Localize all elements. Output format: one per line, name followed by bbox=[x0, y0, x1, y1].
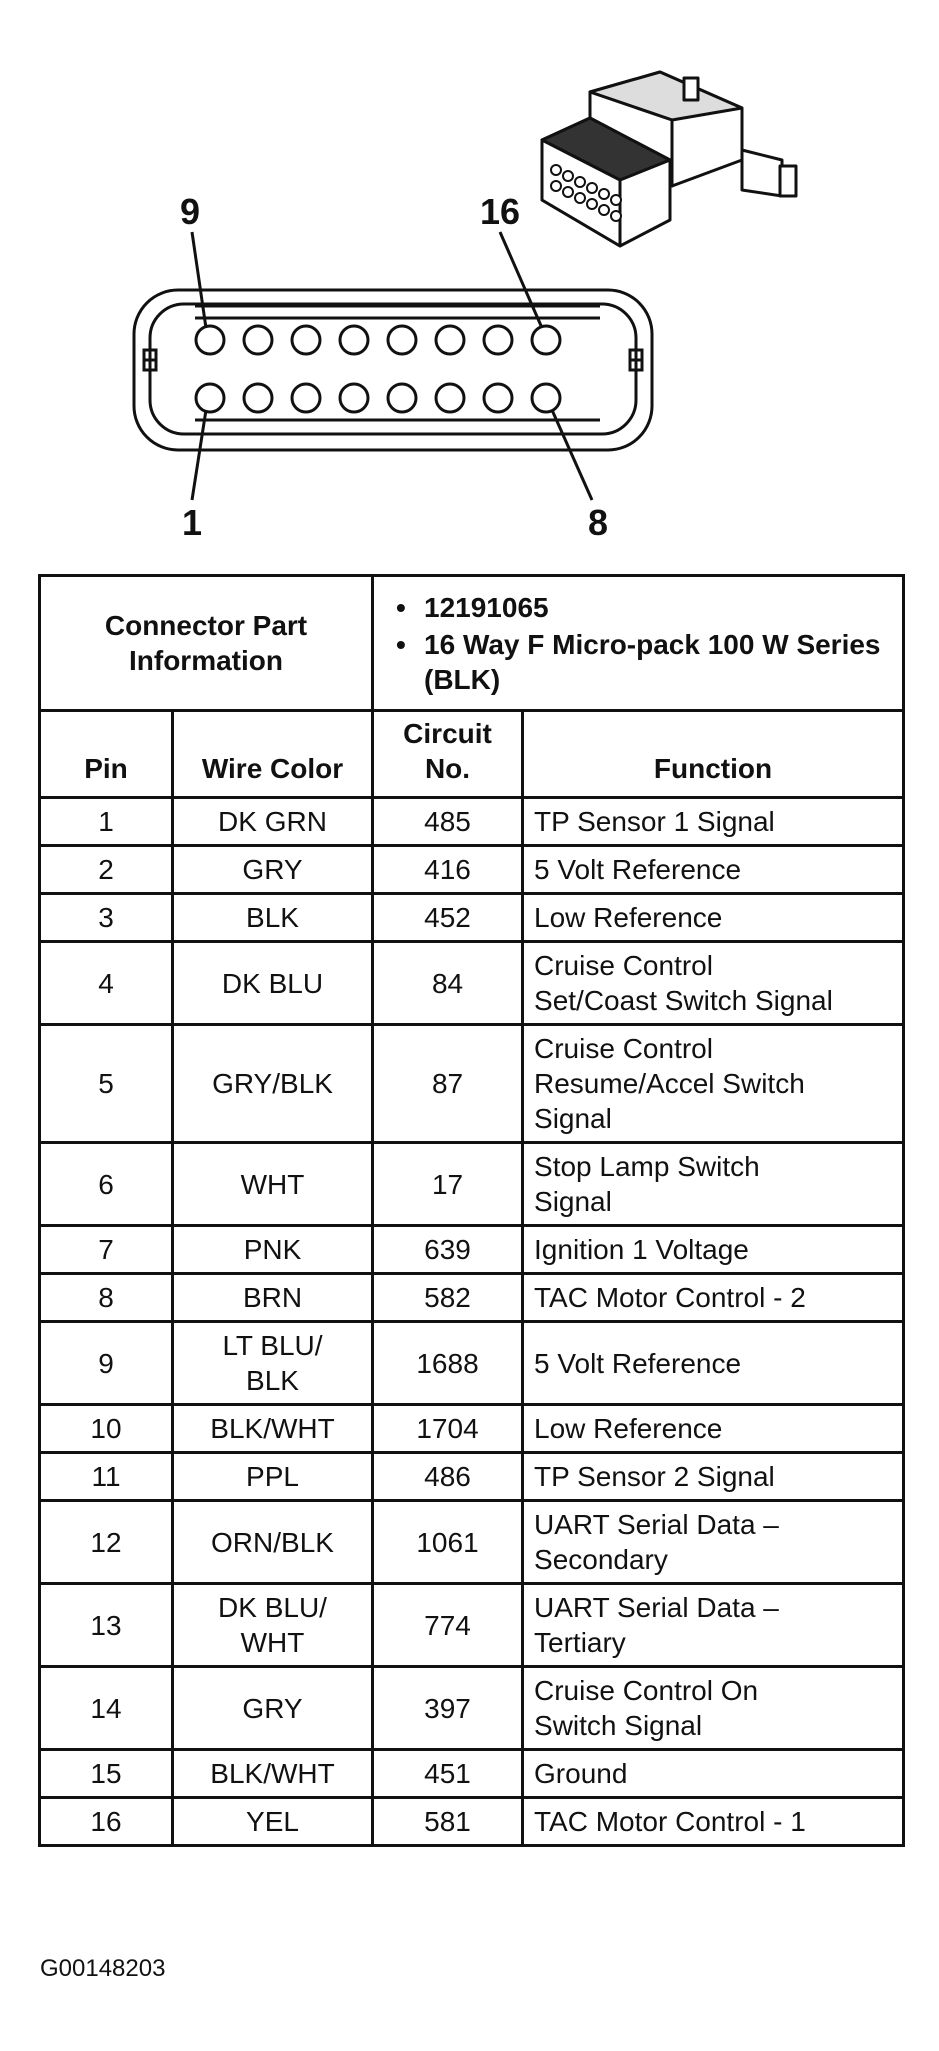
wire-color-cell: DK BLU bbox=[173, 942, 373, 1025]
pin-cell: 9 bbox=[40, 1322, 173, 1405]
wire-color-cell: DK GRN bbox=[173, 798, 373, 846]
wire-color-cell: PPL bbox=[173, 1453, 373, 1501]
connector-3d-illustration bbox=[542, 72, 796, 246]
function-cell: Cruise Control On Switch Signal bbox=[523, 1667, 904, 1750]
part-description: • 16 Way F Micro-pack 100 W Series (BLK) bbox=[424, 627, 892, 697]
pin-cell: 14 bbox=[40, 1667, 173, 1750]
function-cell: Low Reference bbox=[523, 894, 904, 942]
circuit-cell: 87 bbox=[373, 1025, 523, 1143]
table-row bbox=[40, 1405, 904, 1453]
function-cell: UART Serial Data – Tertiary bbox=[523, 1584, 904, 1667]
function-cell: Ignition 1 Voltage bbox=[523, 1226, 904, 1274]
label-pin-16: 16 bbox=[480, 191, 521, 232]
circuit-cell: 1061 bbox=[373, 1501, 523, 1584]
header-pin: Pin bbox=[40, 711, 173, 798]
function-cell: TAC Motor Control - 2 bbox=[523, 1274, 904, 1322]
pin-cell: 10 bbox=[40, 1405, 173, 1453]
circuit-cell: 84 bbox=[373, 942, 523, 1025]
function-cell: Stop Lamp Switch Signal bbox=[523, 1143, 904, 1226]
function-cell: TAC Motor Control - 1 bbox=[523, 1798, 904, 1846]
wire-color-cell: GRY/BLK bbox=[173, 1025, 373, 1143]
table-row bbox=[40, 1750, 904, 1798]
connector-part-info-values bbox=[373, 576, 904, 711]
table-row bbox=[40, 1025, 904, 1143]
table-row bbox=[40, 1667, 904, 1750]
function-cell: UART Serial Data – Secondary bbox=[523, 1501, 904, 1584]
table-row bbox=[40, 1453, 904, 1501]
table-row bbox=[40, 1501, 904, 1584]
table-row bbox=[40, 1798, 904, 1846]
circuit-cell: 452 bbox=[373, 894, 523, 942]
function-cell: TP Sensor 1 Signal bbox=[523, 798, 904, 846]
circuit-cell: 774 bbox=[373, 1584, 523, 1667]
circuit-cell: 397 bbox=[373, 1667, 523, 1750]
pin-cell: 3 bbox=[40, 894, 173, 942]
wire-color-cell: PNK bbox=[173, 1226, 373, 1274]
connector-face bbox=[134, 290, 652, 450]
label-pin-9: 9 bbox=[180, 191, 201, 232]
wire-color-cell: ORN/BLK bbox=[173, 1501, 373, 1584]
table-row bbox=[40, 846, 904, 894]
label-pin-1: 1 bbox=[182, 502, 203, 543]
connector-table bbox=[38, 574, 905, 1847]
wire-color-cell: BRN bbox=[173, 1274, 373, 1322]
wire-color-cell: LT BLU/ BLK bbox=[173, 1322, 373, 1405]
function-cell: Low Reference bbox=[523, 1405, 904, 1453]
header-row bbox=[40, 711, 904, 798]
table-row bbox=[40, 798, 904, 846]
label-pin-8: 8 bbox=[588, 502, 609, 543]
circuit-cell: 639 bbox=[373, 1226, 523, 1274]
pin-cell: 1 bbox=[40, 798, 173, 846]
wire-color-cell: GRY bbox=[173, 846, 373, 894]
circuit-cell: 486 bbox=[373, 1453, 523, 1501]
pin-cell: 6 bbox=[40, 1143, 173, 1226]
wire-color-cell: BLK/WHT bbox=[173, 1405, 373, 1453]
table-row bbox=[40, 894, 904, 942]
header-wire-color: Wire Color bbox=[173, 711, 373, 798]
header-function: Function bbox=[523, 711, 904, 798]
wire-color-cell: DK BLU/ WHT bbox=[173, 1584, 373, 1667]
wire-color-cell: GRY bbox=[173, 1667, 373, 1750]
pin-cell: 8 bbox=[40, 1274, 173, 1322]
wire-color-cell: WHT bbox=[173, 1143, 373, 1226]
pin-cell: 5 bbox=[40, 1025, 173, 1143]
leader-lines bbox=[192, 232, 592, 500]
function-cell: Cruise Control Resume/Accel Switch Signal bbox=[523, 1025, 904, 1143]
connector-part-info-label: Connector Part Information bbox=[40, 576, 373, 711]
pin-cell: 4 bbox=[40, 942, 173, 1025]
circuit-cell: 451 bbox=[373, 1750, 523, 1798]
circuit-cell: 17 bbox=[373, 1143, 523, 1226]
table-row bbox=[40, 1226, 904, 1274]
pin-cell: 12 bbox=[40, 1501, 173, 1584]
connector-diagram bbox=[0, 0, 939, 560]
header-circuit-no: Circuit No. bbox=[373, 711, 523, 798]
figure-code: G00148203 bbox=[40, 1955, 166, 1982]
pin-cell: 11 bbox=[40, 1453, 173, 1501]
wire-color-cell: BLK/WHT bbox=[173, 1750, 373, 1798]
table-row bbox=[40, 1584, 904, 1667]
function-cell: 5 Volt Reference bbox=[523, 1322, 904, 1405]
pin-cavities bbox=[196, 326, 560, 412]
table-row bbox=[40, 1274, 904, 1322]
circuit-cell: 1688 bbox=[373, 1322, 523, 1405]
table-row bbox=[40, 942, 904, 1025]
function-cell: 5 Volt Reference bbox=[523, 846, 904, 894]
circuit-cell: 485 bbox=[373, 798, 523, 846]
pin-cell: 7 bbox=[40, 1226, 173, 1274]
pin-cell: 2 bbox=[40, 846, 173, 894]
circuit-cell: 582 bbox=[373, 1274, 523, 1322]
circuit-cell: 1704 bbox=[373, 1405, 523, 1453]
table-row bbox=[40, 1322, 904, 1405]
wire-color-cell: BLK bbox=[173, 894, 373, 942]
circuit-cell: 416 bbox=[373, 846, 523, 894]
pin-cell: 15 bbox=[40, 1750, 173, 1798]
function-cell: TP Sensor 2 Signal bbox=[523, 1453, 904, 1501]
wire-color-cell: YEL bbox=[173, 1798, 373, 1846]
circuit-cell: 581 bbox=[373, 1798, 523, 1846]
pin-cell: 16 bbox=[40, 1798, 173, 1846]
function-cell: Ground bbox=[523, 1750, 904, 1798]
connector-info-row bbox=[40, 576, 904, 711]
pin-cell: 13 bbox=[40, 1584, 173, 1667]
part-number: • 12191065 bbox=[424, 590, 892, 625]
table-row bbox=[40, 1143, 904, 1226]
function-cell: Cruise Control Set/Coast Switch Signal bbox=[523, 942, 904, 1025]
